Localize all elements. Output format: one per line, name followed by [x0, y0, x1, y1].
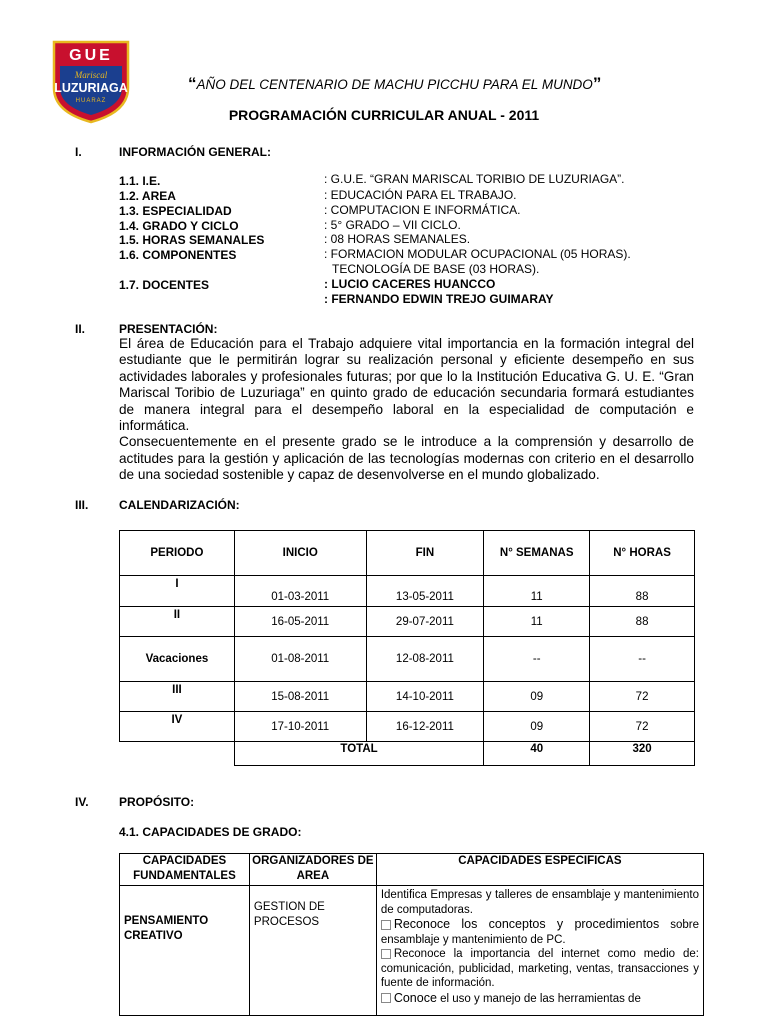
start-cell: 01-03-2011: [234, 576, 366, 607]
start-cell: 17-10-2011: [234, 712, 366, 742]
section-1-heading: INFORMACIÓN GENERAL:: [119, 145, 271, 159]
info-label: 1.5. HORAS SEMANALES: [119, 233, 265, 247]
info-value: : 08 HORAS SEMANALES.: [324, 232, 471, 246]
logo-script-text: Mariscal: [74, 70, 108, 80]
logo-main-text: LUZURIAGA: [54, 81, 128, 95]
info-value: : FORMACION MODULAR OCUPACIONAL (05 HORAS).: [324, 247, 631, 261]
area-organizer: GESTION DE PROCESOS: [249, 886, 376, 1016]
specific-capacity-text: el uso y manejo de las herramientas de: [440, 992, 641, 1005]
start-cell: 16-05-2011: [234, 607, 366, 637]
period-cell: III: [120, 682, 235, 712]
column-header: CAPACIDADES ESPECIFICAS: [376, 854, 703, 886]
period-cell: IV: [120, 712, 235, 742]
empty-cell: [120, 742, 235, 766]
logo-top-text: GUE: [69, 47, 113, 64]
fundamental-capacity: PENSAMIENTO CREATIVO: [120, 886, 250, 1016]
end-cell: 12-08-2011: [366, 637, 484, 682]
table-row: [120, 682, 695, 712]
info-label: 1.2. AREA: [119, 189, 176, 203]
total-hours: 320: [590, 742, 695, 766]
column-header: N° HORAS: [590, 531, 695, 576]
end-cell: 14-10-2011: [366, 682, 484, 712]
checkbox-icon: [381, 949, 391, 959]
section-2-number: II.: [75, 322, 86, 336]
column-header: N° SEMANAS: [484, 531, 590, 576]
docente-1: : LUCIO CACERES HUANCCO: [324, 277, 496, 291]
checkbox-icon: [381, 993, 391, 1003]
presentation-text: [119, 336, 694, 484]
info-value: : EDUCACIÓN PARA EL TRABAJO.: [324, 188, 517, 202]
total-row: [120, 742, 695, 766]
weeks-cell: 09: [484, 682, 590, 712]
motto-text: AÑO DEL CENTENARIO DE MACHU PICCHU PARA EL MUNDO: [196, 77, 593, 92]
period-cell: Vacaciones: [120, 637, 235, 682]
end-cell: 29-07-2011: [366, 607, 484, 637]
specific-capacity-text: sobre ensamblaje y mantenimiento de PC.: [380, 919, 700, 946]
info-value: : G.U.E. “GRAN MARISCAL TORIBIO DE LUZURIAGA”.: [324, 172, 625, 186]
hours-cell: 72: [590, 682, 695, 712]
weeks-cell: --: [484, 637, 590, 682]
table-header-row: [120, 531, 695, 576]
period-cell: II: [120, 607, 235, 637]
weeks-cell: 11: [484, 576, 590, 607]
specific-capacity-item: [381, 947, 699, 991]
specific-capacity-item: [381, 917, 699, 947]
column-header: FIN: [366, 531, 484, 576]
specific-capacity-text: Conoce: [393, 990, 437, 1005]
hours-cell: --: [590, 637, 695, 682]
specific-capacity-text: Reconoce los conceptos y procedimientos: [393, 917, 660, 931]
capacities-table: [119, 853, 704, 1016]
logo-bottom-text: HUARAZ: [75, 98, 107, 104]
info-label: 1.6. COMPONENTES: [119, 248, 237, 262]
table-row: [120, 576, 695, 607]
table-row: [120, 637, 695, 682]
specific-capacities: [376, 886, 703, 1016]
calendar-table: [119, 530, 695, 766]
hours-cell: 88: [590, 607, 695, 637]
year-motto: “AÑO DEL CENTENARIO DE MACHU PICCHU PARA EL MUNDO”: [188, 74, 602, 93]
column-header: ORGANIZADORES DE AREA: [249, 854, 376, 886]
total-label: TOTAL: [234, 742, 483, 766]
specific-capacity-item: [381, 991, 699, 1007]
components-line-2: TECNOLOGÍA DE BASE (03 HORAS).: [332, 262, 540, 276]
weeks-cell: 09: [484, 712, 590, 742]
info-value: : 5° GRADO – VII CICLO.: [324, 218, 461, 232]
presentation-paragraph-2: Consecuentemente en el presente grado se le introduce a la comprensión y desarrollo de actitudes para la gestión y aplicación de las tecnologías modernas con criterio en el desarrollo de una sociedad sostenible y capaz de desenvolverse en el mundo globalizado.: [119, 434, 694, 483]
hours-cell: 72: [590, 712, 695, 742]
info-label: 1.4. GRADO Y CICLO: [119, 219, 239, 233]
subsection-4-1: 4.1. CAPACIDADES DE GRADO:: [119, 825, 302, 839]
presentation-paragraph-1: El área de Educación para el Trabajo adquiere vital importancia en la formación integral del estudiante que le permitirán lograr su realización personal y eficiente desempeño en sus actividades laborales y profesionales futuras; por que lo la Institución Educativa G. U. E. “Gran Mariscal Toribio de Luzuriaga” en quinto grado de educación secundaria formará estudiantes de manera integral para el desempeño laboral en la especialidad de computación e informática.: [119, 336, 694, 434]
info-label: 1.1. I.E.: [119, 174, 161, 188]
period-cell: I: [120, 576, 235, 607]
table-row: [120, 886, 704, 1016]
table-row: [120, 607, 695, 637]
specific-capacity-item: Identifica Empresas y talleres de ensamblaje y mantenimiento de computadoras.: [380, 889, 699, 916]
column-header: PERIODO: [120, 531, 235, 576]
end-cell: 13-05-2011: [366, 576, 484, 607]
section-1-number: I.: [75, 145, 82, 159]
page-title: PROGRAMACIÓN CURRICULAR ANUAL - 2011: [228, 107, 540, 123]
column-header: CAPACIDADES FUNDAMENTALES: [120, 854, 250, 886]
specific-capacity-text: Reconoce la importancia del internet como medio de: comunicación, publicidad, marketing, ventas, transacciones y fuente de información.: [380, 948, 699, 989]
section-4-heading: PROPÓSITO:: [119, 795, 195, 809]
table-header-row: [120, 854, 704, 886]
column-header: INICIO: [234, 531, 366, 576]
info-label: 1.3. ESPECIALIDAD: [119, 204, 232, 218]
docente-2: : FERNANDO EDWIN TREJO GUIMARAY: [324, 292, 554, 306]
start-cell: 15-08-2011: [234, 682, 366, 712]
end-cell: 16-12-2011: [366, 712, 484, 742]
total-weeks: 40: [484, 742, 590, 766]
start-cell: 01-08-2011: [234, 637, 366, 682]
section-2-heading: PRESENTACIÓN:: [119, 322, 218, 336]
section-4-number: IV.: [75, 795, 89, 809]
hours-cell: 88: [590, 576, 695, 607]
section-3-number: III.: [75, 498, 89, 512]
info-value: : COMPUTACION E INFORMÁTICA.: [324, 203, 521, 217]
table-row: [120, 712, 695, 742]
checkbox-icon: [381, 920, 391, 930]
section-3-heading: CALENDARIZACIÓN:: [119, 498, 240, 512]
weeks-cell: 11: [484, 607, 590, 637]
docentes-label: 1.7. DOCENTES: [119, 278, 210, 292]
